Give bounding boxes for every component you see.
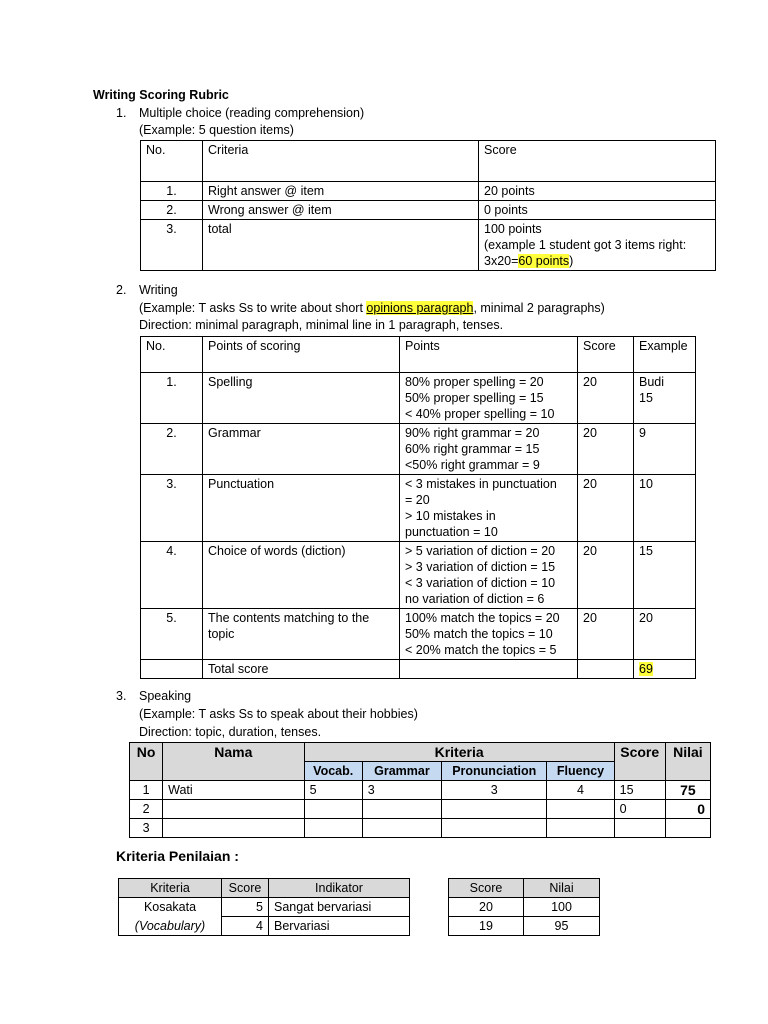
example-text: , minimal 2 paragraphs) xyxy=(473,301,605,315)
table-row xyxy=(141,475,696,542)
total-value: 69 xyxy=(639,662,653,676)
row-vocab: 5 xyxy=(304,781,362,800)
row-item: The contents matching to the topic xyxy=(203,609,400,660)
score-line xyxy=(484,253,710,269)
row-fluency: 4 xyxy=(547,781,614,800)
row-points: < 3 mistakes in punctuation = 20 > 10 mistakes in punctuation = 10 xyxy=(400,475,578,542)
header-score: Score xyxy=(222,879,269,898)
table-row xyxy=(119,898,410,917)
table-row xyxy=(141,609,696,660)
highlighted-phrase: opinions paragraph xyxy=(366,301,474,315)
total-label: Total score xyxy=(203,660,400,679)
table-row xyxy=(119,917,410,936)
row-fluency xyxy=(547,819,614,838)
row-example: Budi 15 xyxy=(634,373,696,424)
table-row xyxy=(130,781,711,800)
table-header-row xyxy=(130,743,711,762)
row-score: 20 points xyxy=(479,182,716,201)
kriteria-table xyxy=(118,878,410,936)
row-item: Grammar xyxy=(203,424,400,475)
row-kriteria: (Vocabulary) xyxy=(119,917,222,936)
row-no: 4. xyxy=(141,542,203,609)
table-header-row xyxy=(141,337,696,373)
row-no: 3. xyxy=(141,475,203,542)
header-score: Score xyxy=(578,337,634,373)
row-example: 15 xyxy=(634,542,696,609)
row-item: Punctuation xyxy=(203,475,400,542)
subheader-vocab: Vocab. xyxy=(304,762,362,781)
table-row xyxy=(141,373,696,424)
row-score: 20 xyxy=(578,475,634,542)
row-indikator: Sangat bervariasi xyxy=(269,898,410,917)
row-no: 5. xyxy=(141,609,203,660)
table-row xyxy=(449,917,600,936)
header-no: No. xyxy=(141,337,203,373)
header-indikator: Indikator xyxy=(269,879,410,898)
section-1-example: (Example: 5 question items) xyxy=(139,123,294,137)
table-header-row xyxy=(449,879,600,898)
section-3-heading: Speaking xyxy=(139,689,192,703)
row-score: 0 points xyxy=(479,201,716,220)
row-no: 3. xyxy=(141,220,203,271)
row-nama xyxy=(163,819,304,838)
row-score: 20 xyxy=(578,609,634,660)
row-nilai: 95 xyxy=(524,917,600,936)
row-nilai: 0 xyxy=(665,800,710,819)
example-text: (Example: T asks Ss to write about short xyxy=(139,301,367,315)
header-kriteria: Kriteria xyxy=(304,743,614,762)
header-nama: Nama xyxy=(163,743,304,781)
row-score: 20 xyxy=(578,373,634,424)
table-row xyxy=(130,800,711,819)
row-example: 9 xyxy=(634,424,696,475)
total-value-cell xyxy=(634,660,696,679)
total-row xyxy=(141,660,696,679)
row-nilai xyxy=(665,819,710,838)
row-pronunciation xyxy=(442,800,547,819)
table-row xyxy=(141,220,716,271)
table-header-row xyxy=(119,879,410,898)
row-example: 20 xyxy=(634,609,696,660)
row-no: 2. xyxy=(141,424,203,475)
multiple-choice-table xyxy=(140,140,716,271)
section-3-number: 3. xyxy=(116,689,127,703)
row-grammar: 3 xyxy=(362,781,441,800)
header-nilai: Nilai xyxy=(665,743,710,781)
section-2-heading: Writing xyxy=(139,283,178,297)
row-score: 20 xyxy=(578,424,634,475)
row-points: 80% proper spelling = 20 50% proper spelling = 15 < 40% proper spelling = 10 xyxy=(400,373,578,424)
header-nilai: Nilai xyxy=(524,879,600,898)
row-kriteria: Kosakata xyxy=(119,898,222,917)
subheader-grammar: Grammar xyxy=(362,762,441,781)
speaking-table xyxy=(129,742,711,838)
row-no: 2 xyxy=(130,800,163,819)
row-score: 19 xyxy=(449,917,524,936)
writing-table xyxy=(140,336,696,679)
highlighted-score: 60 points xyxy=(518,254,570,268)
row-criteria: Wrong answer @ item xyxy=(203,201,479,220)
header-points: Points xyxy=(400,337,578,373)
kriteria-penilaian-heading: Kriteria Penilaian : xyxy=(116,848,239,864)
header-criteria: Criteria xyxy=(203,141,479,182)
subheader-fluency: Fluency xyxy=(547,762,614,781)
header-no: No. xyxy=(141,141,203,182)
row-nama: Wati xyxy=(163,781,304,800)
header-example: Example xyxy=(634,337,696,373)
header-score: Score xyxy=(479,141,716,182)
row-example: 10 xyxy=(634,475,696,542)
total-empty-cell xyxy=(141,660,203,679)
table-header-row xyxy=(141,141,716,182)
row-score xyxy=(479,220,716,271)
header-score: Score xyxy=(449,879,524,898)
row-no: 1 xyxy=(130,781,163,800)
row-score: 0 xyxy=(614,800,665,819)
row-grammar xyxy=(362,800,441,819)
row-no: 3 xyxy=(130,819,163,838)
row-score: 20 xyxy=(449,898,524,917)
row-score: 5 xyxy=(222,898,269,917)
row-grammar xyxy=(362,819,441,838)
row-fluency xyxy=(547,800,614,819)
row-nama xyxy=(163,800,304,819)
row-points: > 5 variation of diction = 20 > 3 variation of diction = 15 < 3 variation of diction = 10 no variation of diction = 6 xyxy=(400,542,578,609)
header-kriteria: Kriteria xyxy=(119,879,222,898)
row-pronunciation xyxy=(442,819,547,838)
row-score: 4 xyxy=(222,917,269,936)
header-score: Score xyxy=(614,743,665,781)
score-calc: 3x20= xyxy=(484,254,519,268)
section-2-number: 2. xyxy=(116,283,127,297)
section-3-direction: Direction: topic, duration, tenses. xyxy=(139,725,322,739)
section-3-example: (Example: T asks Ss to speak about their hobbies) xyxy=(139,707,418,721)
row-criteria: Right answer @ item xyxy=(203,182,479,201)
document-title: Writing Scoring Rubric xyxy=(93,88,229,102)
header-points-of-scoring: Points of scoring xyxy=(203,337,400,373)
row-item: Spelling xyxy=(203,373,400,424)
section-2-direction: Direction: minimal paragraph, minimal line in 1 paragraph, tenses. xyxy=(139,318,504,332)
score-close: ) xyxy=(569,254,574,268)
table-row xyxy=(141,201,716,220)
subheader-pronunciation: Pronunciation xyxy=(442,762,547,781)
row-no: 1. xyxy=(141,182,203,201)
row-no: 2. xyxy=(141,201,203,220)
row-score: 15 xyxy=(614,781,665,800)
row-no: 1. xyxy=(141,373,203,424)
section-1-heading: Multiple choice (reading comprehension) xyxy=(139,106,365,120)
row-item: Choice of words (diction) xyxy=(203,542,400,609)
row-pronunciation: 3 xyxy=(442,781,547,800)
table-row xyxy=(141,424,696,475)
row-score xyxy=(614,819,665,838)
row-points: 100% match the topics = 20 50% match the topics = 10 < 20% match the topics = 5 xyxy=(400,609,578,660)
table-row xyxy=(130,819,711,838)
row-indikator: Bervariasi xyxy=(269,917,410,936)
row-criteria: total xyxy=(203,220,479,271)
row-nilai: 100 xyxy=(524,898,600,917)
header-no: No xyxy=(130,743,163,781)
section-2-example xyxy=(139,301,605,315)
table-row xyxy=(449,898,600,917)
table-row xyxy=(141,182,716,201)
row-vocab xyxy=(304,819,362,838)
total-empty-cell xyxy=(400,660,578,679)
score-line: (example 1 student got 3 items right: xyxy=(484,238,687,252)
row-points: 90% right grammar = 20 60% right grammar = 15 <50% right grammar = 9 xyxy=(400,424,578,475)
row-vocab xyxy=(304,800,362,819)
score-nilai-table xyxy=(448,878,600,936)
score-line: 100 points xyxy=(484,222,542,236)
total-empty-cell xyxy=(578,660,634,679)
table-row xyxy=(141,542,696,609)
row-score: 20 xyxy=(578,542,634,609)
section-1-number: 1. xyxy=(116,106,127,120)
row-nilai: 75 xyxy=(665,781,710,800)
